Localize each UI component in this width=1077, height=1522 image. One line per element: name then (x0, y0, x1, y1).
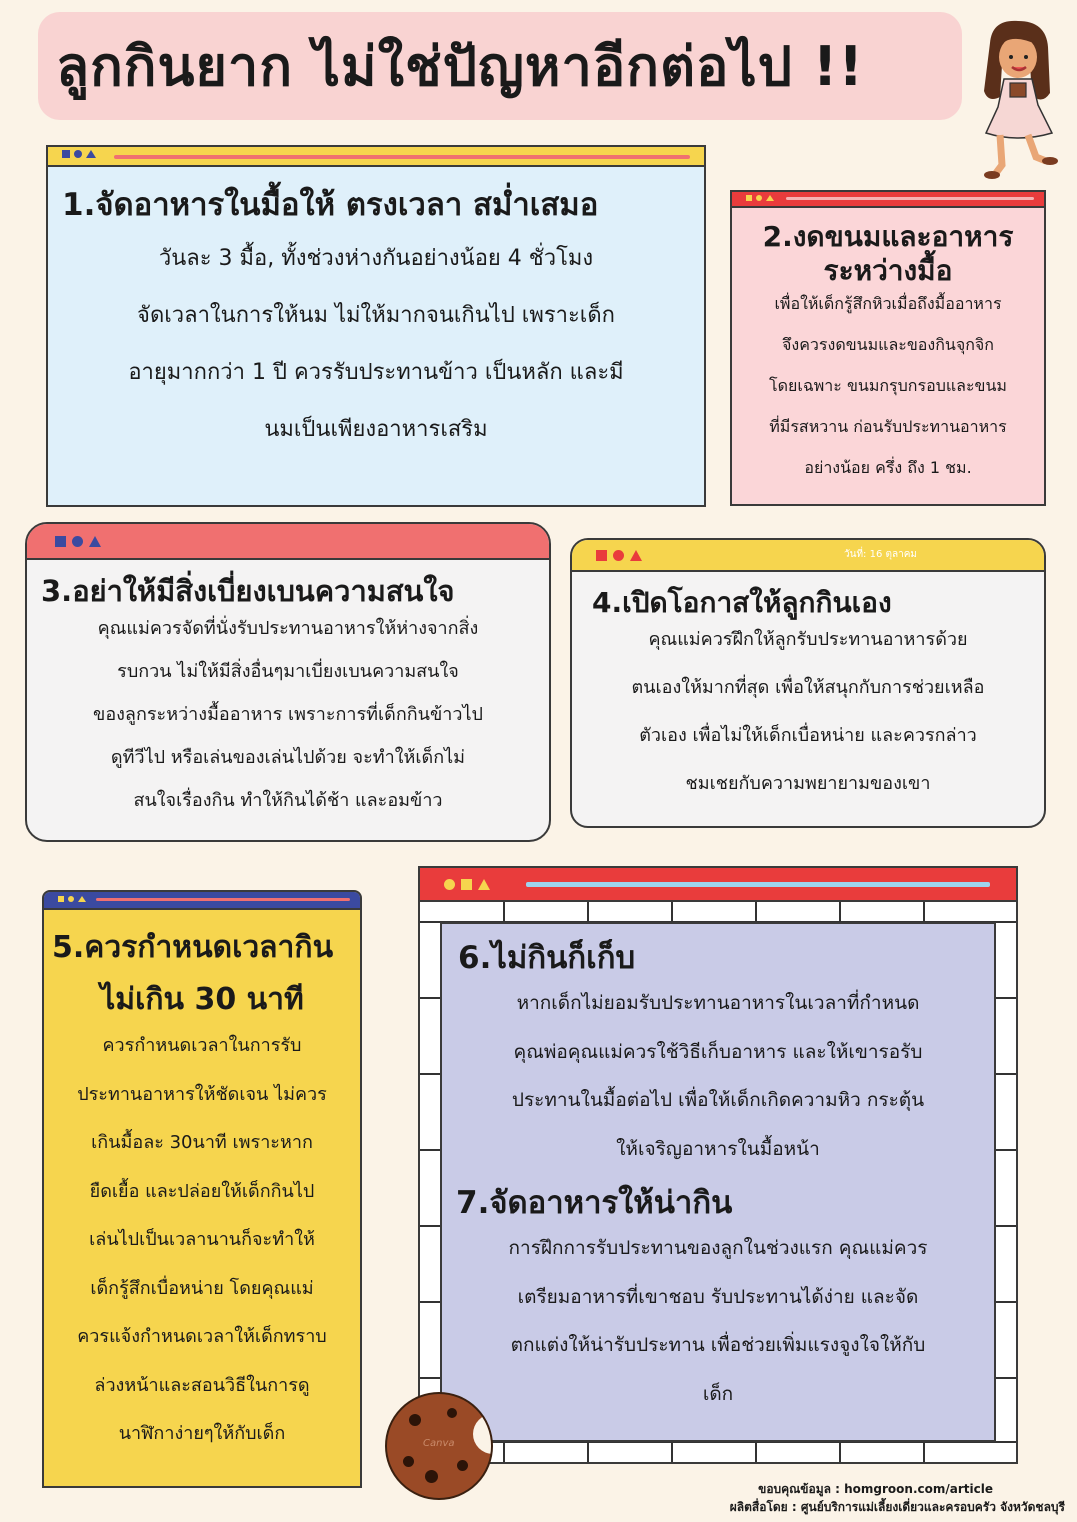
text-line: เพื่อให้เด็กรู้สึกหิวเมื่อถึงมื้ออาหาร (774, 294, 1002, 314)
text-line: จึงควรงดขนมและของกินจุกจิก (782, 335, 994, 355)
page-title: ลูกกินยาก ไม่ใช่ปัญหาอีกต่อไป !! (56, 35, 864, 98)
text-line: คุณแม่ควรจัดที่นั่งรับประทานอาหารให้ห่างจากสิ่ง (97, 617, 479, 639)
square-icon (461, 879, 472, 890)
section-1-card (46, 145, 706, 507)
section-2-body (732, 283, 1044, 488)
cookie-chip (409, 1414, 421, 1426)
canva-watermark: Canva (423, 1438, 455, 1449)
window-bar (27, 524, 549, 560)
section-1-body (48, 230, 704, 458)
date-label: วันที่: 16 ตุลาคม (844, 549, 918, 560)
text-line: นมเป็นเพียงอาหารเสริม (264, 417, 488, 443)
text-line: เด็กรู้สึกเบื่อหน่าย โดยคุณแม่ (90, 1277, 314, 1299)
text-line: ของลูกระหว่างมื้ออาหาร เพราะการที่เด็กกินข้าวไป (93, 703, 483, 725)
section-4-body (572, 616, 1044, 808)
section-3-body (27, 607, 549, 822)
triangle-icon (78, 896, 86, 902)
text-line: ให้เจริญอาหารในมื้อหน้า (616, 1137, 820, 1160)
circle-icon (72, 536, 83, 547)
text-line: อย่างน้อย ครึ่ง ถึง 1 ชม. (804, 458, 972, 478)
text-line: ประทานในมื้อต่อไป เพื่อให้เด็กเกิดความหิว กระตุ้น (511, 1089, 925, 1112)
cookie-bite (473, 1414, 493, 1454)
section-2-card (730, 190, 1046, 506)
section-6-7-panel (440, 922, 996, 1442)
section-3-heading: 3.อย่าให้มีสิ่งเบี่ยงเบนความสนใจ (41, 574, 455, 608)
text-line: ล่วงหน้าและสอนวิธีในการดู (94, 1374, 310, 1396)
circle-icon (74, 150, 82, 158)
circle-icon (68, 896, 74, 902)
window-bar (572, 540, 1044, 572)
text-line: รบกวน ไม่ให้มีสิ่งอื่นๆมาเบี่ยงเบนความสนใจ (117, 660, 459, 682)
text-line: ดูทีวีไป หรือเล่นของเล่นไปด้วย จะทำให้เด็กไม่ (110, 746, 466, 768)
square-icon (58, 896, 64, 902)
text-line: คุณพ่อคุณแม่ควรใช้วิธีเก็บอาหาร และให้เขารอรับ (513, 1040, 923, 1063)
window-bar (48, 147, 704, 167)
square-icon (596, 550, 607, 561)
text-line: วันละ 3 มื้อ, ทั้งช่วงห่างกันอย่างน้อย 4 ชั่วโมง (158, 246, 594, 272)
girl-illustration (972, 15, 1064, 187)
bar-line (96, 898, 350, 901)
section-5-body (44, 1022, 360, 1459)
text-line: เล่นไปเป็นเวลานานก็จะทำให้ (89, 1229, 315, 1250)
window-bar (732, 192, 1044, 208)
text-line: หากเด็กไม่ยอมรับประทานอาหารในเวลาที่กำหนด (516, 992, 920, 1015)
text-line: ตัวเอง เพื่อไม่ให้เด็กเบื่อหน่าย และควรกล่าว (639, 724, 977, 746)
circle-icon (756, 195, 762, 201)
section-3-card (25, 522, 551, 842)
bar-line (526, 882, 990, 887)
section-4-card (570, 538, 1046, 828)
section-2-heading-line-1: 2.งดขนมและอาหาร (762, 220, 1014, 253)
text-line: เกินมื้อละ 30นาที เพราะหาก (91, 1132, 313, 1153)
section-5-heading-line-1: 5.ควรกำหนดเวลากิน (52, 930, 334, 965)
text-line: จัดเวลาในการให้นม ไม่ให้มากจนเกินไป เพราะเด็ก (137, 303, 615, 329)
triangle-icon (86, 150, 96, 158)
section-4-heading: 4.เปิดโอกาสให้ลูกกินเอง (592, 586, 892, 619)
text-line: นาฬิกาง่ายๆให้กับเด็ก (118, 1423, 286, 1444)
section-6-heading: 6.ไม่กินก็เก็บ (458, 940, 636, 976)
section-2-heading-line-2: ระหว่างมื้อ (823, 253, 953, 287)
square-icon (55, 536, 66, 547)
text-line: โดยเฉพาะ ขนมกรุบกรอบและขนม (769, 376, 1007, 396)
text-line: อายุมากกว่า 1 ปี ควรรับประทานข้าว เป็นหลัก และมี (128, 360, 624, 386)
text-line: สนใจเรื่องกิน ทำให้กินได้ช้า และอมข้าว (133, 789, 443, 811)
text-line: ตนเองให้มากที่สุด เพื่อให้สนุกกับการช่วยเหลือ (631, 676, 985, 698)
cookie-chip (403, 1456, 414, 1467)
square-icon (746, 195, 752, 201)
section-5-heading-line-2: ไม่เกิน 30 นาที (100, 982, 304, 1017)
cookie-chip (425, 1470, 438, 1483)
window-bar (44, 892, 360, 910)
triangle-icon (766, 195, 774, 201)
section-6-body (442, 979, 994, 1173)
text-line: คุณแม่ควรฝึกให้ลูกรับประทานอาหารด้วย (648, 628, 968, 650)
text-line: ชมเชยกับความพยายามของเขา (685, 772, 931, 794)
footer-producer: ผลิตสื่อโดย : ศูนย์บริการแม่เลี้ยงเดี่ยวและครอบครัว จังหวัดชลบุรี (729, 1500, 1065, 1514)
text-line: เด็ก (702, 1382, 734, 1405)
text-line: ตกแต่งให้น่ารับประทาน เพื่อช่วยเพิ่มแรงจูงใจให้กับ (510, 1334, 926, 1357)
text-line: การฝึกการรับประทานของลูกในช่วงแรก คุณแม่ควร (508, 1237, 928, 1260)
window-bar (420, 868, 1016, 902)
text-line: ประทานอาหารให้ชัดเจน ไม่ควร (77, 1083, 327, 1105)
square-icon (62, 150, 70, 158)
footer (465, 1480, 1065, 1516)
triangle-icon (478, 879, 490, 890)
text-line: ที่มีรสหวาน ก่อนรับประทานอาหาร (769, 417, 1007, 437)
text-line: ควรแจ้งกำหนดเวลาให้เด็กทราบ (77, 1326, 327, 1347)
section-1-heading: 1.จัดอาหารในมื้อให้ ตรงเวลา สม่ำเสมอ (62, 187, 599, 223)
bar-line (114, 155, 690, 159)
text-line: เตรียมอาหารที่เขาชอบ รับประทานได้ง่าย และจัด (517, 1285, 919, 1308)
footer-credit: ขอบคุณข้อมูล : homgroon.com/article (758, 1482, 993, 1496)
section-7-body (442, 1224, 994, 1418)
section-7-heading: 7.จัดอาหารให้น่ากิน (456, 1185, 733, 1222)
triangle-icon (89, 536, 101, 547)
section-5-card (42, 890, 362, 1488)
text-line: ควรกำหนดเวลาในการรับ (102, 1035, 302, 1056)
title-banner (38, 12, 962, 120)
circle-icon (444, 879, 455, 890)
cookie-chip (457, 1460, 468, 1471)
cookie-chip (447, 1408, 457, 1418)
bar-line (786, 197, 1034, 200)
text-line: ยืดเยื้อ และปล่อยให้เด็กกินไป (89, 1180, 315, 1202)
circle-icon (613, 550, 624, 561)
triangle-icon (630, 550, 642, 561)
